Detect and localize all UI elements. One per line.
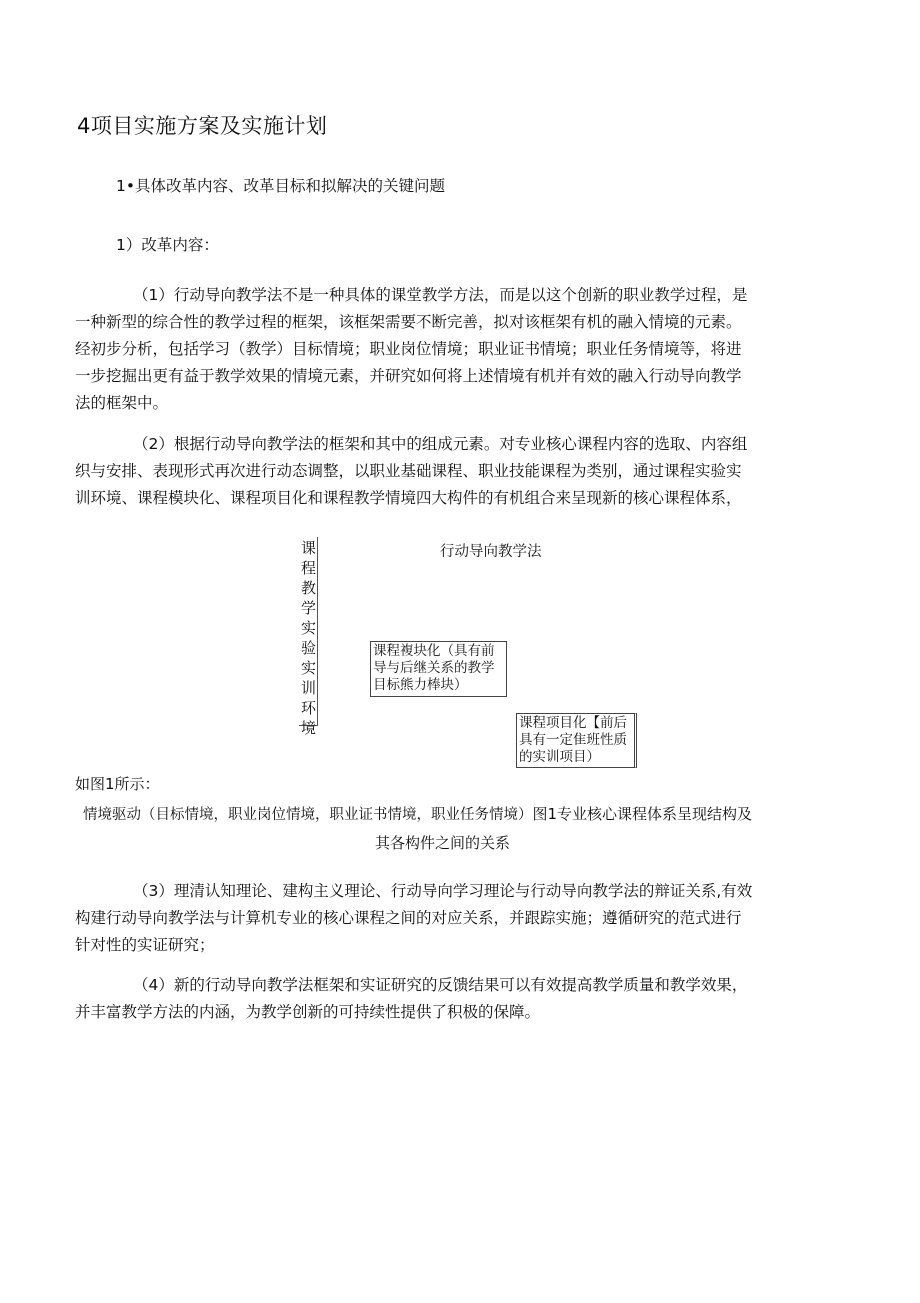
- paragraph-line: 法的框架中。: [75, 394, 169, 412]
- subsection-heading: 1•具体改革内容、改革目标和拟解决的关键问题: [116, 177, 446, 195]
- paragraph-line: （4）新的行动导向教学法框架和实证研究的反馈结果可以有效提高教学质量和教学效果，: [133, 976, 748, 994]
- figure-intro: 如图1所示：: [75, 775, 160, 793]
- figure-caption-line-1: [83, 803, 752, 824]
- diagram-box-line: 的实训项目）: [519, 749, 600, 765]
- diagram-box-line: 课程项目化【前后: [519, 715, 627, 731]
- paragraph-line: （1）行动导向教学法不是一种具体的课堂教学方法，而是以这个创新的职业教学过程，是: [133, 286, 748, 304]
- caption-situation-drive: 情境驱动（目标情境，职业岗位情境，职业证书情境，职业任务情境）: [83, 807, 533, 823]
- paragraph-line: 经初步分析，包括学习（教学）目标情境；职业岗位情境；职业证书情境；职业任务情境等，将进: [75, 340, 742, 358]
- caption-figure-title: 图1专业核心课程体系呈现结构及: [532, 805, 753, 823]
- reform-content-heading: 1）改革内容：: [116, 236, 219, 254]
- section-heading: 4项目实施方案及实施计划: [77, 114, 328, 138]
- figure-caption-line-2: 其各构件之间的关系: [375, 834, 511, 852]
- diagram-box-line: 目标熊力棒块）: [373, 677, 468, 693]
- diagram-box-modular: [370, 641, 507, 697]
- diagram-box-line: 导与后继关系的教学: [373, 660, 495, 676]
- diagram-box-project: [516, 713, 637, 768]
- diagram-title: 行动导向教学法: [440, 544, 542, 560]
- paragraph-2: [75, 431, 835, 512]
- paragraph-line: 一种新型的综合性的教学过程的框架，该框架需要不断完善，拟对该框架有机的融入情境的元素。: [75, 313, 742, 331]
- paragraph-3: [75, 878, 835, 959]
- paragraph-line: 针对性的实证研究；: [75, 936, 215, 954]
- paragraph-line: 训环境、课程模块化、课程项目化和课程教学情境四大构件的有机组合来呈现新的核心课程体系，: [75, 489, 742, 507]
- paragraph-line: 一步挖掘出更有益于教学效果的情境元素，并研究如何将上述情境有机并有效的融入行动导向教学: [75, 367, 742, 385]
- diagram-vertical-label: 课程教学实验实训环境: [300, 539, 316, 737]
- paragraph-line: （2）根据行动导向教学法的框架和其中的组成元素。对专业核心课程内容的选取、内容组: [133, 435, 748, 453]
- diagram-box-line: 课程複块化（具有前: [373, 643, 495, 659]
- paragraph-line: 并丰富教学方法的内涵，为教学创新的可持续性提供了积极的保障。: [75, 1003, 541, 1021]
- paragraph-line: （3）理清认知理论、建构主义理论、行动导向学习理论与行动导向教学法的辩证关系,有效: [133, 882, 753, 900]
- diagram-box-line: 具有一定隹班性质: [519, 732, 627, 748]
- paragraph-line: 织与安排、表现形式再次进行动态调整，以职业基础课程、职业技能课程为类别，通过课程实验实: [75, 462, 742, 480]
- paragraph-1: [75, 282, 835, 417]
- paragraph-4: [75, 972, 835, 1026]
- paragraph-line: 构建行动导向教学法与计算机专业的核心课程之间的对应关系，并跟踪实施；遵循研究的范式进行: [75, 909, 742, 927]
